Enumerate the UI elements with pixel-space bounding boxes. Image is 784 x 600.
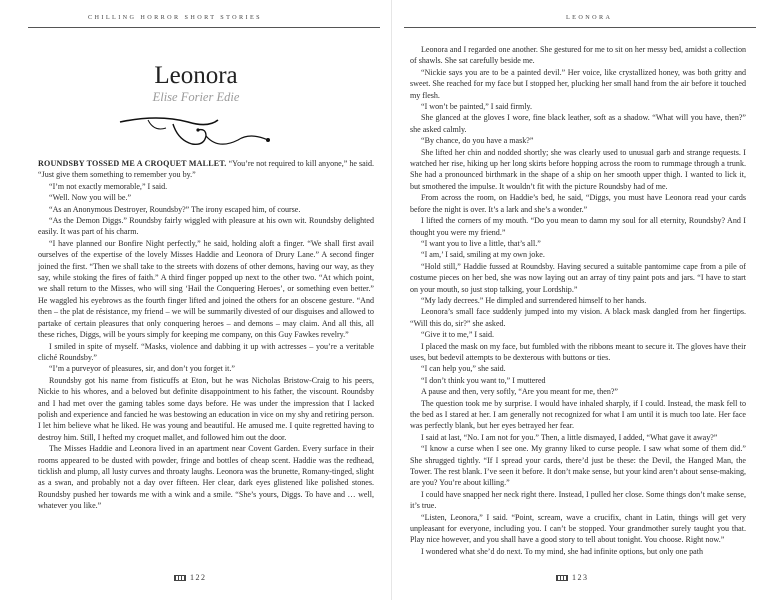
paragraph-text: “I won’t be painted,” I said firmly. — [421, 102, 533, 112]
paragraph-text: She glanced at the gloves I wore, fine black leather, soft as a shadow. “What will you have, then?” she asked calmly. — [410, 113, 746, 134]
page-number: 122 — [174, 573, 207, 582]
paragraph-text: “I’m not exactly memorable,” I said. — [49, 181, 168, 191]
page-number: 123 — [556, 573, 589, 582]
paragraph — [410, 329, 746, 340]
paragraph — [410, 443, 746, 489]
folio-ornament-icon — [174, 575, 186, 581]
paragraph-text: “As the Demon Diggs.” Roundsby fairly wiggled with pleasure at his own wit. Roundsby delighted easily. It was part of his charm. — [38, 216, 374, 237]
paragraph-text: “By chance, do you have a mask?” — [421, 136, 534, 146]
paragraph — [410, 512, 746, 546]
paragraph-text: “I can help you,” she said. — [421, 364, 506, 374]
paragraph-text: She lifted her chin and nodded shortly; she was clearly used to unusual garb and strange requests. I watched her rise, hiking up her long skirts before hopping across the room to rummage through a trunk. She had a pronounced birthmark in the shape of a ship on her smooth upper thigh. I wanted to lick it, but smothered the impulse. It wouldn’t fit with the picture Roundsby had of me. — [410, 147, 746, 191]
paragraph — [410, 432, 746, 443]
paragraph — [410, 215, 746, 238]
paragraph — [410, 295, 746, 306]
paragraph-text: “I don’t think you want to,” I muttered — [421, 375, 546, 385]
paragraph-text: “Well. Now you will be.” — [49, 193, 132, 203]
paragraph-text: I could have snapped her neck right there. Instead, I pulled her close. Some things don’t make sense, it’s true. — [410, 489, 746, 511]
paragraph-text: “As an Anonymous Destroyer, Roundsby?” The irony escaped him, of course. — [49, 204, 301, 214]
paragraph — [38, 204, 374, 215]
paragraph-text: “I have planned our Bonfire Night perfectly,” he said, holding aloft a finger. “We shall first avail ourselves of the expertise of the lovely Misses Haddie and Leonora of Drury Lane.” A second finger joined the first. “Then we shall take to the streets with dozens of other demons, having our way, as they say, while stoking the fires of faith.” A third finger popped up next to the other two. “At which point, we shall return to the Misses, who will sing ‘Hail the Conquering Heroes’, or something even better.” He waggled his eyebrows as the fourth finger lifted and joined the others for an obscene gesture. “And then – the plat de résistance, my friend – we will be summarily divested of our disguises and allowed to partake of certain pleasures that only conquering heroes – and demons – may claim. And all this, all these riches, Diggs, will be yours simply for keeping me company, on this Guy Fawkes revelry.” — [38, 238, 374, 340]
header-rule — [404, 27, 756, 28]
header-rule — [28, 27, 380, 28]
running-head: LEONORA — [566, 14, 613, 21]
paragraph — [410, 112, 746, 135]
paragraph — [410, 375, 746, 386]
paragraph — [38, 181, 374, 192]
paragraph-text: I wondered what she’d do next. To my mind, she had infinite options, but only one path — [421, 546, 704, 556]
right-body-text — [410, 44, 746, 557]
paragraph-text: Leonora’s small face suddenly jumped into my vision. A black mask dangled from her fingertips. “Will this do, sir?” she asked. — [410, 307, 746, 328]
paragraph-text: “Nickie says you are to be a painted devil.” Her voice, like crystallized honey, was both gritty and sweet. She reached for my face but I stopped her, plucking her small hand from the air before it touched my flesh. — [410, 67, 746, 100]
paragraph — [410, 192, 746, 215]
running-head: CHILLING HORROR SHORT STORIES — [88, 14, 263, 21]
paragraph-text: The Misses Haddie and Leonora lived in an apartment near Covent Garden. Every surface in their rooms appeared to be dusted with powder, fringe and bottles of cheap scent. Haddie was the redhead, ticklish and plump, all lusty curves and throaty laughs. Leonora was the brunette, Romany-tinged, slight as a swan, and probably not a day over fifteen. Her clear, dark eyes glistened like polished stones. Roundsby pushed her towards me with a wink and a smile. “She’s yours, Diggs. To have and … well, whatever you like.” — [38, 444, 374, 511]
paragraph-text: “I’m a purveyor of pleasures, sir, and don’t you forget it.” — [49, 364, 235, 374]
paragraph — [38, 375, 374, 443]
paragraph — [38, 341, 374, 364]
paragraph — [38, 238, 374, 341]
paragraph-text: I placed the mask on my face, but fumbled with the ribbons meant to secure it. The gloves have their uses, but bedevil attempts to be dexterous with buttons or ties. — [410, 341, 746, 362]
paragraph-text: “My lady decrees.” He dimpled and surrendered himself to her hands. — [421, 295, 647, 305]
paragraph-text: “Listen, Leonora,” I said. “Point, scream, wave a crucifix, chant in Latin, things will get very unpleasant for everyone, including you. I can’t be stopped. Your grandmother surely taught you that. Play nice however, and you shall have a good story to tell about tonight. You choose. Right now.” — [410, 512, 746, 545]
paragraph-text: From across the room, on Haddie’s bed, he said, “Diggs, you must have Leonora read your cards before the night is over. It’s a lark and she’s a wonder.” — [410, 193, 746, 214]
paragraph-text: I smiled in spite of myself. “Masks, violence and dabbing it up with actresses – you’re a veritable cliché Roundsby.” — [38, 341, 374, 362]
folio-ornament-icon — [556, 575, 568, 581]
paragraph-text: “Hold still,” Haddie fussed at Roundsby. Having secured a suitable pantomime cape from a pile of costume pieces on her bed, she was now laying out an array of tiny paint pots and jars. “I have to start on your mouth, so just stop talking, your Lordship.” — [410, 261, 746, 294]
paragraph — [410, 44, 746, 67]
left-body-text — [38, 158, 374, 512]
story-author: Elise Forier Edie — [152, 90, 240, 104]
paragraph — [410, 147, 746, 193]
paragraph-text: A pause and then, very softly, “Are you meant for me, then?” — [421, 387, 619, 397]
paragraph-text: “I know a curse when I see one. My granny liked to curse people. I saw what some of them did.” She shrugged tightly. “If I spread your cards, there’d just be these: the Devil, the Hanged Man, the Tower. The rest blank. I’ve seen it before. It don’t make sense, but your kind aren’t about sense-making, are you? You’re about killing.” — [410, 444, 746, 488]
paragraph — [410, 101, 746, 112]
paragraph — [410, 398, 746, 432]
paragraph — [410, 341, 746, 364]
lead-in: ROUNDSBY TOSSED ME A CROQUET MALLET. — [38, 159, 227, 168]
paragraph — [410, 363, 746, 374]
right-page — [392, 0, 784, 600]
paragraph-text: “Give it to me,” I said. — [421, 330, 495, 340]
paragraph-text: “I want you to live a little, that’s all.” — [421, 238, 541, 248]
paragraph — [410, 489, 746, 512]
paragraph-text: “I am,’ I said, smiling at my own joke. — [421, 250, 545, 260]
paragraph — [410, 238, 746, 249]
paragraph — [410, 546, 746, 557]
paragraph — [38, 215, 374, 238]
paragraph — [410, 135, 746, 146]
paragraph — [410, 306, 746, 329]
paragraph — [410, 386, 746, 397]
paragraph — [38, 363, 374, 374]
paragraph-text: I lifted the corners of my mouth. “Do you mean to damn my soul for all eternity, Roundsby? And I thought you were my friend.” — [410, 216, 746, 237]
paragraph-text: I said at last, “No. I am not for you.” Then, a little dismayed, I added, “What gave it away?” — [421, 432, 718, 442]
paragraph — [410, 67, 746, 101]
paragraph-text: The question took me by surprise. I would have inhaled sharply, if I could. Instead, the mask fell to the bed as I stared at her. I am generally not recognized for what I am until it is much too late. Her face was perfectly blank, but her eyes betrayed her fear. — [410, 398, 746, 431]
paragraph — [410, 261, 746, 295]
paragraph — [38, 158, 374, 181]
paragraph — [38, 443, 374, 511]
paragraph-text: Roundsby got his name from fisticuffs at Eton, but he was Nicholas Bristow-Craig to his peers, Nickie to his whores, and a beloved but definite disappointment to his father, the viscount. Roundsby and I had met over the gaming tables some days before. He was under the impression that I lacked polish and experience and fancied he was bestowing an education in vice on my shy and retiring person. I let him believe what he liked. He was young and beautiful. He amused me. I quite regretted having to destroy him. Still, I hefted my croquet mallet, and followed him out the door. — [38, 375, 374, 442]
flourish-ornament-icon — [118, 110, 278, 152]
paragraph — [38, 192, 374, 203]
paragraph — [410, 249, 746, 260]
paragraph-text: Leonora and I regarded one another. She gestured for me to sit on her messy bed, amidst a collection of shawls. She sat carefully beside me. — [410, 45, 746, 66]
story-title: Leonora — [154, 62, 238, 89]
paragraph-text: “You’re not required to kill anyone,” he said. “Just give them something to remember you by.” — [38, 159, 374, 180]
